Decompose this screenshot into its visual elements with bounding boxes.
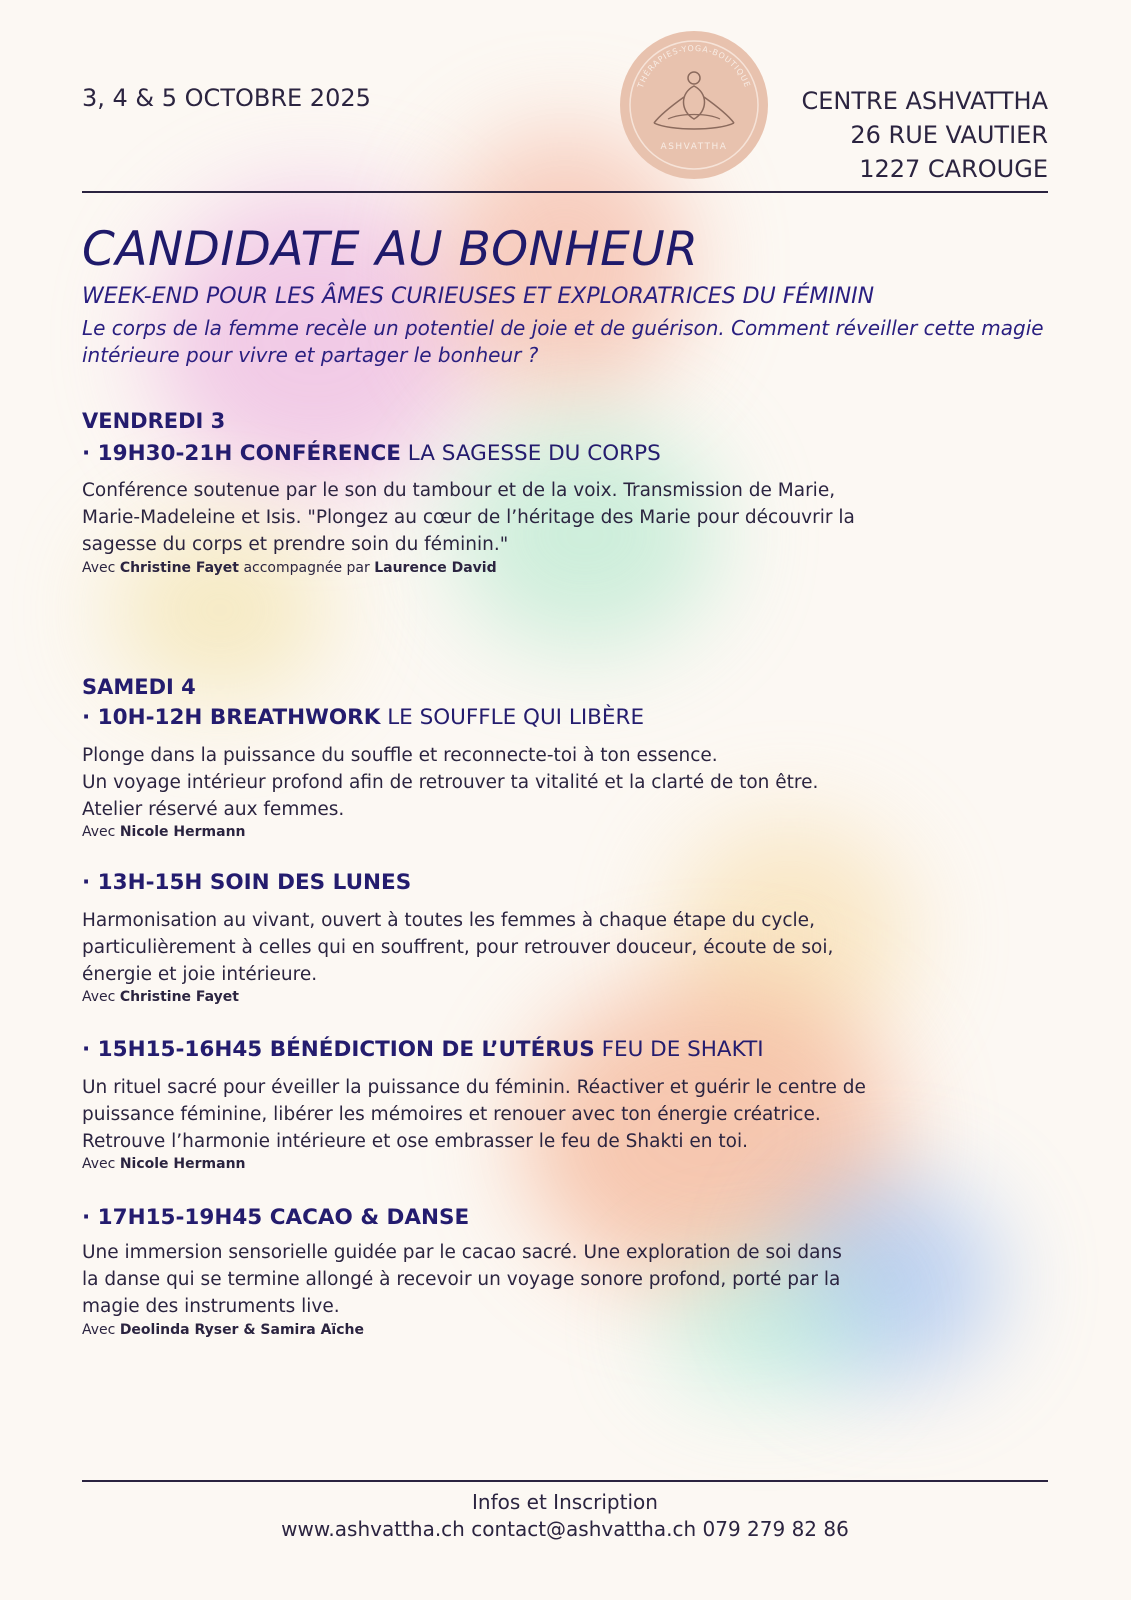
description-line: sagesse du corps et prendre soin du féminin." — [82, 534, 509, 555]
ashvattha-logo — [620, 31, 768, 179]
venue-street: 26 RUE VAUTIER — [850, 121, 1048, 149]
venue-city: 1227 CAROUGE — [859, 155, 1048, 183]
description-line: la danse qui se termine allongé à recevoir un voyage sonore profond, porté par la — [82, 1269, 841, 1290]
venue-address — [801, 84, 1048, 186]
description-line: Une immersion sensorielle guidée par le cacao sacré. Une exploration de soi dans — [82, 1242, 842, 1263]
cohost-name: Laurence David — [374, 560, 497, 576]
description-line: énergie et joie intérieure. — [82, 964, 318, 985]
page-title: CANDIDATE AU BONHEUR — [82, 222, 699, 277]
description-line: puissance féminine, libérer les mémoires et renouer avec ton énergie créatrice. — [82, 1104, 821, 1125]
footer-label: Infos et Inscription — [472, 1490, 658, 1514]
event-heading — [82, 870, 411, 895]
event-time-title: · 17H15-19H45 CACAO & DANSE — [82, 1205, 470, 1230]
description-line: Un voyage intérieur profond afin de retrouver ta vitalité et la clarté de ton être. — [82, 772, 819, 793]
host-name: Christine Fayet — [119, 560, 239, 576]
description-line: Un rituel sacré pour éveiller la puissance du féminin. Réactiver et guérir le centre de — [82, 1077, 866, 1098]
bottom-divider — [82, 1480, 1048, 1482]
event-time-title: · 19H30-21H CONFÉRENCE — [82, 441, 401, 466]
event-subtitle: FEU DE SHAKTI — [594, 1037, 764, 1062]
event-subtitle: LA SAGESSE DU CORPS — [400, 441, 661, 466]
event-subtitle: LE SOUFFLE QUI LIBÈRE — [380, 705, 645, 730]
with-prefix: Avec — [82, 1322, 120, 1338]
logo-name: ASHVATTHA — [660, 142, 728, 152]
event-hosts — [82, 1156, 246, 1172]
footer-contact: www.ashvattha.ch contact@ashvattha.ch 079 279 82 86 — [281, 1517, 849, 1541]
with-prefix: Avec — [82, 824, 120, 840]
event-description — [82, 907, 1048, 988]
event-description — [82, 1074, 1048, 1155]
day-heading-saturday: SAMEDI 4 — [82, 675, 196, 699]
venue-name: CENTRE ASHVATTHA — [801, 87, 1048, 115]
tagline: Le corps de la femme recèle un potentiel de joie et de guérison. Comment réveiller cette magie intérieure pour vivre et partager le bonheur ? — [82, 316, 1044, 367]
flyer-page — [82, 0, 1048, 1600]
description-line: Harmonisation au vivant, ouvert à toutes les femmes à chaque étape du cycle, — [82, 910, 815, 931]
event-description — [82, 477, 1048, 558]
event-time-title: · 13H-15H SOIN DES LUNES — [82, 870, 412, 895]
with-prefix: Avec — [82, 560, 120, 576]
event-heading — [82, 1205, 469, 1230]
description-line: Atelier réservé aux femmes. — [82, 799, 345, 820]
event-hosts — [82, 560, 497, 576]
description-line: Marie-Madeleine et Isis. "Plongez au cœur de l’héritage des Marie pour découvrir la — [82, 507, 855, 528]
event-description — [82, 1239, 1048, 1320]
description-line: magie des instruments live. — [82, 1296, 340, 1317]
logo-arc-text: THÉRAPIES-YOGA-BOUTIQUE — [635, 43, 753, 90]
description-line: particulièrement à celles qui en souffrent, pour retrouver douceur, écoute de soi, — [82, 937, 834, 958]
host-name: Christine Fayet — [119, 989, 239, 1005]
meditating-figure-icon — [620, 31, 768, 179]
svg-text:THÉRAPIES-YOGA-BOUTIQUE — [636, 44, 752, 90]
description-line: Plonge dans la puissance du souffle et reconnecte-toi à ton essence. — [82, 745, 718, 766]
event-hosts — [82, 1322, 364, 1338]
event-hosts — [82, 824, 246, 840]
event-heading — [82, 441, 661, 466]
with-prefix: Avec — [82, 989, 120, 1005]
event-hosts — [82, 989, 239, 1005]
event-time-title: · 10H-12H BREATHWORK — [82, 705, 381, 730]
event-time-title: · 15H15-16H45 BÉNÉDICTION DE L’UTÉRUS — [82, 1037, 595, 1062]
with-prefix: Avec — [82, 1156, 120, 1172]
day-heading-friday: VENDREDI 3 — [82, 409, 226, 433]
host-name: Deolinda Ryser & Samira Aïche — [119, 1322, 364, 1338]
event-heading — [82, 1037, 764, 1062]
event-heading — [82, 705, 644, 730]
event-dates: 3, 4 & 5 OCTOBRE 2025 — [82, 84, 371, 112]
event-description — [82, 742, 1048, 823]
host-name: Nicole Hermann — [119, 824, 246, 840]
top-divider — [82, 191, 1048, 193]
host-name: Nicole Hermann — [119, 1156, 246, 1172]
description-line: Conférence soutenue par le son du tambour et de la voix. Transmission de Marie, — [82, 480, 836, 501]
description-line: Retrouve l’harmonie intérieure et ose embrasser le feu de Shakti en toi. — [82, 1131, 749, 1152]
with-mid: accompagnée par — [239, 560, 375, 576]
page-subtitle: WEEK-END POUR LES ÂMES CURIEUSES ET EXPLORATRICES DU FÉMININ — [82, 284, 875, 309]
